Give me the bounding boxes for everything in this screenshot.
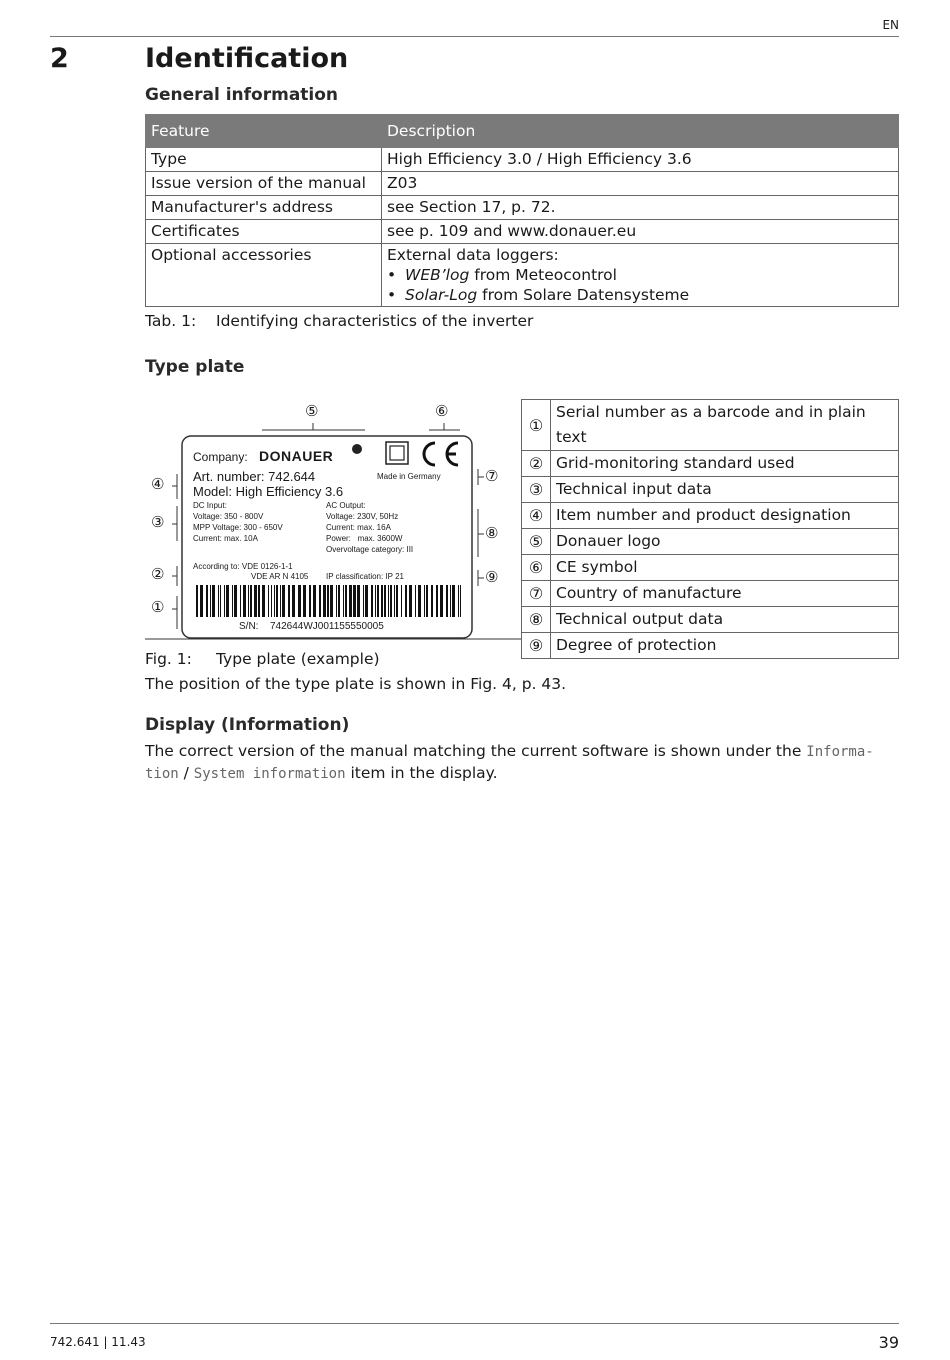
legend-text: Country of manufacture	[551, 581, 899, 607]
barcode-bar	[396, 585, 398, 617]
legend-row	[522, 633, 899, 659]
barcode-bar	[224, 585, 225, 617]
barcode-bar	[288, 585, 290, 617]
legend-row	[522, 503, 899, 529]
callout-7: ⑦	[485, 467, 499, 485]
barcode-bar	[390, 585, 392, 617]
legend-text: Technical output data	[551, 607, 899, 633]
barcode-bar	[280, 585, 281, 617]
barcode-bar	[353, 585, 356, 617]
feature-cell: Optional accessories	[146, 244, 382, 307]
plate-sn-label: S/N:	[239, 621, 259, 632]
legend-number: ⑤	[522, 529, 551, 555]
legend-number: ④	[522, 503, 551, 529]
menu-item-information-cont: tion	[145, 766, 179, 782]
barcode-bar	[262, 585, 265, 617]
barcode-bar	[405, 585, 407, 617]
description-cell: see p. 109 and www.donauer.eu	[382, 220, 899, 244]
feature-cell: Manufacturer's address	[146, 196, 382, 220]
legend-text: CE symbol	[551, 555, 899, 581]
accessory-vendor: from Solare Datensysteme	[477, 286, 690, 304]
general-heading: General information	[145, 85, 339, 105]
barcode-bar	[313, 585, 316, 617]
barcode-bar	[345, 585, 347, 617]
legend-text: Serial number as a barcode and in plain text	[551, 400, 899, 451]
legend-row	[522, 451, 899, 477]
legend-row	[522, 607, 899, 633]
legend-text: Degree of protection	[551, 633, 899, 659]
barcode-bar	[381, 585, 383, 617]
barcode-bar	[452, 585, 455, 617]
figure-caption-text: Type plate (example)	[216, 650, 380, 668]
accessory-name: WEB’log	[405, 266, 470, 284]
barcode-bar	[436, 585, 438, 617]
description-cell	[382, 244, 899, 307]
figure-caption-label: Fig. 1:	[145, 650, 192, 668]
plate-dc-title: DC Input:	[193, 501, 227, 510]
callout-9: ⑨	[485, 568, 499, 586]
chapter-title: Identification	[145, 43, 349, 74]
legend-number: ②	[522, 451, 551, 477]
legend-number: ⑨	[522, 633, 551, 659]
barcode-bar	[338, 585, 340, 617]
menu-item-system-information: System information	[193, 766, 346, 782]
barcode-bar	[458, 585, 459, 617]
barcode-bar	[319, 585, 321, 617]
barcode-bar	[220, 585, 221, 617]
callout-2: ②	[151, 565, 165, 583]
barcode-bar	[363, 585, 364, 617]
callout-1: ①	[151, 598, 165, 616]
callout-8: ⑧	[485, 524, 499, 542]
legend-number: ③	[522, 477, 551, 503]
barcode-bar	[349, 585, 352, 617]
display-text-before: The correct version of the manual matching the current software is shown under the	[145, 742, 807, 760]
barcode-bar	[303, 585, 306, 617]
feature-cell: Issue version of the manual	[146, 172, 382, 196]
feature-cell: Type	[146, 148, 382, 172]
barcode-bar	[323, 585, 326, 617]
legend-number: ⑥	[522, 555, 551, 581]
barcode-bar	[196, 585, 198, 617]
feature-table	[145, 114, 899, 307]
barcode-bar	[431, 585, 433, 617]
barcode-bar	[394, 585, 395, 617]
display-heading: Display (Information)	[145, 715, 350, 735]
typeplate-legend	[521, 399, 899, 659]
donauer-logo: DONAUER	[259, 448, 334, 464]
barcode-bar	[250, 585, 252, 617]
description-cell: High Efficiency 3.0 / High Efficiency 3.6	[382, 148, 899, 172]
col-header-feature: Feature	[146, 115, 382, 148]
barcode-bar	[282, 585, 285, 617]
chapter-number: 2	[50, 43, 69, 74]
typeplate-heading: Type plate	[145, 357, 245, 377]
legend-row	[522, 555, 899, 581]
plate-dc-current: Current: max. 10A	[193, 534, 258, 543]
barcode-bar	[401, 585, 402, 617]
display-text-after: item in the display.	[345, 764, 498, 782]
barcode-bar	[258, 585, 260, 617]
barcode-bar	[426, 585, 428, 617]
typeplate-figure	[145, 399, 521, 640]
footer-doc-number: 742.641 | 11.43	[50, 1335, 146, 1349]
barcode-bar	[330, 585, 333, 617]
barcode-bar	[327, 585, 329, 617]
barcode-bar	[371, 585, 373, 617]
callout-5: ⑤	[305, 402, 319, 420]
barcode-bar	[240, 585, 241, 617]
plate-ac-voltage: Voltage: 230V, 50Hz	[326, 512, 399, 521]
plate-ac-overvoltage: Overvoltage category: III	[326, 545, 414, 554]
barcode-bar	[206, 585, 208, 617]
barcode-bar	[271, 585, 272, 617]
page-number: 39	[878, 1333, 899, 1352]
barcode-bar	[292, 585, 295, 617]
plate-ip: IP classification: IP 21	[326, 572, 404, 581]
footer-rule	[50, 1323, 899, 1324]
callout-6: ⑥	[435, 402, 449, 420]
barcode-bar	[343, 585, 344, 617]
barcode-bar	[309, 585, 311, 617]
plate-company-label: Company:	[193, 450, 248, 464]
barcode-bar	[365, 585, 368, 617]
plate-ac-title: AC Output:	[326, 501, 366, 510]
accessories-intro: External data loggers:	[387, 246, 559, 264]
barcode-bar	[248, 585, 249, 617]
description-cell: see Section 17, p. 72.	[382, 196, 899, 220]
barcode-bar	[232, 585, 233, 617]
table-header-row	[146, 115, 899, 148]
description-cell: Z03	[382, 172, 899, 196]
barcode-bar	[234, 585, 237, 617]
legend-text: Technical input data	[551, 477, 899, 503]
barcode-bar	[384, 585, 386, 617]
callout-3: ③	[151, 513, 165, 531]
menu-item-information: Informa-	[806, 744, 874, 760]
barcode-bar	[210, 585, 211, 617]
callout-4: ④	[151, 475, 165, 493]
plate-art-number: Art. number: 742.644	[193, 469, 316, 484]
legend-text: Donauer logo	[551, 529, 899, 555]
barcode-bar	[460, 585, 461, 617]
barcode-bar	[375, 585, 376, 617]
barcode-bar	[450, 585, 451, 617]
table-row	[146, 220, 899, 244]
col-header-description: Description	[382, 115, 899, 148]
table-row	[146, 148, 899, 172]
barcode-bar	[200, 585, 203, 617]
barcode-bar	[254, 585, 257, 617]
barcode-bar	[418, 585, 421, 617]
barcode-bar	[440, 585, 443, 617]
barcode-bar	[218, 585, 219, 617]
plate-sn-value: 742644WJ001155550005	[270, 621, 384, 632]
header-rule	[50, 36, 899, 37]
barcode-bar	[409, 585, 412, 617]
barcode-bar	[274, 585, 275, 617]
accessories-list	[387, 265, 893, 305]
plate-ac-current: Current: max. 16A	[326, 523, 391, 532]
language-label: EN	[882, 18, 899, 32]
plate-dc-voltage: Voltage: 350 - 800V	[193, 512, 264, 521]
legend-number: ⑧	[522, 607, 551, 633]
legend-row	[522, 477, 899, 503]
legend-text: Grid-monitoring standard used	[551, 451, 899, 477]
feature-cell: Certificates	[146, 220, 382, 244]
legend-number: ①	[522, 400, 551, 451]
barcode-bar	[424, 585, 425, 617]
legend-text: Item number and product designation	[551, 503, 899, 529]
barcode-bar	[336, 585, 337, 617]
barcode-bar	[357, 585, 360, 617]
legend-row	[522, 400, 899, 451]
barcode-bar	[243, 585, 246, 617]
typeplate-position-text: The position of the type plate is shown in Fig. 4, p. 43.	[145, 675, 567, 693]
list-item	[387, 285, 893, 305]
plate-according-1: According to: VDE 0126-1-1	[193, 562, 293, 571]
barcode-bar	[298, 585, 301, 617]
barcode-bar	[415, 585, 416, 617]
list-item	[387, 265, 893, 285]
plate-dc-mpp: MPP Voltage: 300 - 650V	[193, 523, 283, 532]
menu-separator: /	[178, 764, 194, 782]
plate-according-2: VDE AR N 4105	[251, 572, 309, 581]
plate-model: Model: High Efficiency 3.6	[193, 484, 344, 499]
table-row	[146, 244, 899, 307]
barcode-bar	[446, 585, 448, 617]
accessory-vendor: from Meteocontrol	[469, 266, 617, 284]
barcode-bar	[212, 585, 215, 617]
barcode-bar	[388, 585, 389, 617]
legend-number: ⑦	[522, 581, 551, 607]
plate-made-in: Made in Germany	[377, 472, 441, 481]
table-caption-label: Tab. 1:	[145, 312, 197, 330]
table-row	[146, 172, 899, 196]
legend-row	[522, 581, 899, 607]
table-caption-text: Identifying characteristics of the inverter	[216, 312, 534, 330]
accessory-name: Solar-Log	[405, 286, 478, 304]
barcode-bar	[226, 585, 229, 617]
plate-ac-power: Power: max. 3600W	[326, 534, 403, 543]
barcode-bar	[377, 585, 379, 617]
table-row	[146, 196, 899, 220]
legend-row	[522, 529, 899, 555]
barcode-bar	[276, 585, 278, 617]
display-paragraph	[145, 741, 875, 785]
barcode-bar	[268, 585, 269, 617]
